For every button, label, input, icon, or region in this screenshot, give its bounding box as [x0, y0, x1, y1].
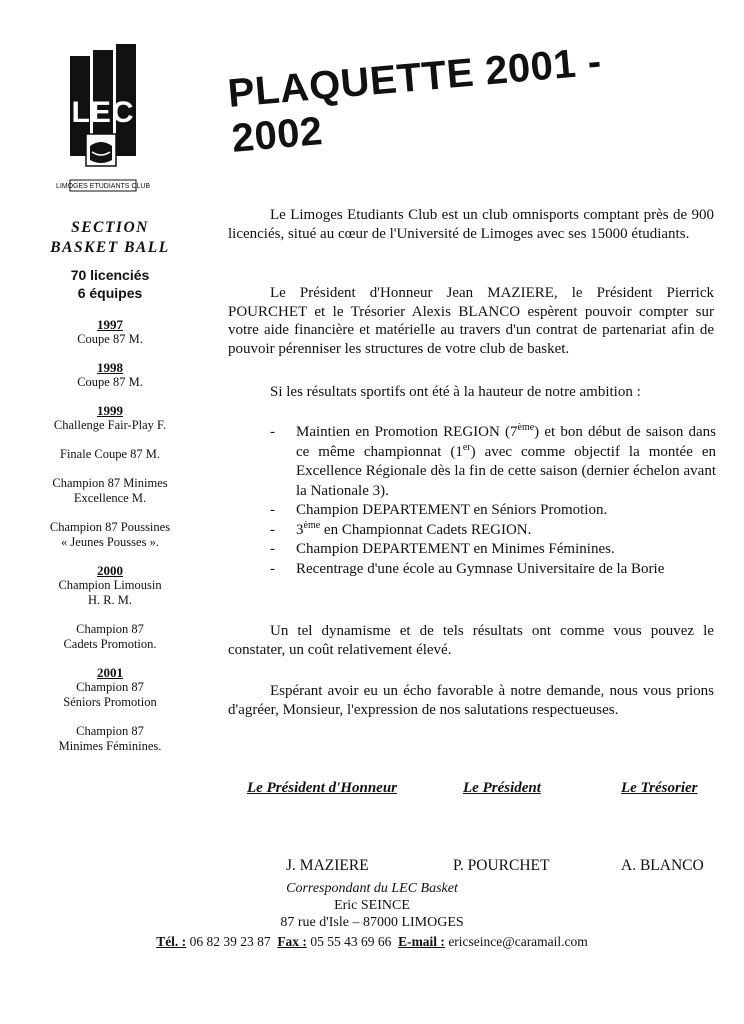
palmares-year-block — [20, 361, 200, 390]
palmares-year: 2001 — [97, 665, 123, 680]
palmares-year-block — [20, 564, 200, 652]
paragraph-intro: Le Limoges Etudiants Club est un club omnisports comptant près de 900 licenciés, situé au cœur de l'Université de Limoges avec ses 15000 étudiants. — [228, 207, 714, 242]
palmares-item: Challenge Fair-Play F. — [53, 418, 167, 432]
section-label: SECTION — [71, 219, 149, 236]
sport-label: BASKET BALL — [50, 239, 170, 256]
paragraph-cost: Un tel dynamisme et de tels résultats ont comme vous pouvez le constater, un coût relativement élevé. — [228, 623, 714, 658]
list-item: - Recentrage d'une école au Gymnase Universitaire de la Borie — [270, 560, 665, 577]
role-honorary-president: Le Président d'Honneur — [247, 780, 398, 796]
palmares-item: Champion Limousin H. R. M. — [58, 578, 162, 607]
palmares-year: 1999 — [97, 403, 123, 418]
logo-text: LEC — [71, 96, 135, 129]
list-item: - Champion DEPARTEMENT en Minimes Féminines. — [270, 541, 615, 557]
licencies-count: 70 licenciés — [70, 267, 150, 283]
name-president: P. POURCHET — [453, 857, 550, 874]
palmares-item: Coupe 87 M. — [77, 375, 143, 389]
palmares-year: 1998 — [97, 360, 123, 375]
palmares-item: Champion 87 Cadets Promotion. — [63, 622, 157, 651]
sidebar — [20, 218, 200, 754]
fax-value: 05 55 43 69 66 — [310, 934, 392, 949]
correspondent-name: Eric SEINCE — [334, 898, 410, 913]
fax-label: Fax : — [277, 934, 307, 949]
tel-label: Tél. : — [156, 934, 187, 949]
paragraph-presidents: Le Président d'Honneur Jean MAZIERE, le Président Pierrick POURCHET et le Trésorier Alexis BLANCO espèrent pouvoir compter sur votre aide financière et matérielle au travers d'un contrat de partenariat afin de pouvoir pérenniser les structures de votre club de basket. — [228, 285, 714, 357]
palmares-item: Champion 87 Minimes Excellence M. — [52, 476, 168, 505]
palmares-item: Champion 87 Poussines « Jeunes Pousses ». — [49, 520, 171, 549]
name-honorary-president: J. MAZIERE — [286, 857, 369, 874]
lec-logo — [55, 42, 151, 192]
palmares-year-block — [20, 318, 200, 347]
palmares-year: 2000 — [97, 563, 123, 578]
email-label: E-mail : — [398, 934, 445, 949]
list-item: - Maintien en Promotion REGION (7ème) et bon début de saison dans ce même championnat (1er) avec comme objectif la montée en Excellence Régionale dès la fin de cette saison (dernier échelon avant la Nationale 3). — [270, 422, 716, 499]
palmares-year-block — [20, 404, 200, 550]
palmares-list — [20, 318, 200, 754]
email-value[interactable]: ericseince@caramail.com — [448, 934, 588, 949]
page-title: PLAQUETTE 2001 - 2002 — [226, 39, 604, 161]
correspondent-block — [0, 880, 744, 931]
palmares-item: Champion 87 Minimes Féminines. — [58, 724, 162, 753]
list-item: - Champion DEPARTEMENT en Séniors Promotion. — [270, 502, 608, 518]
tel-value: 06 82 39 23 87 — [189, 934, 271, 949]
list-item: - 3ème en Championnat Cadets REGION. — [270, 519, 532, 538]
palmares-year-block — [20, 666, 200, 754]
correspondent-address: 87 rue d'Isle – 87000 LIMOGES — [280, 915, 464, 930]
palmares-item: Coupe 87 M. — [77, 332, 143, 346]
paragraph-closing: Espérant avoir eu un écho favorable à notre demande, nous vous prions d'agréer, Monsieur, l'expression de nos salutations respectueuses. — [228, 683, 714, 718]
palmares-item: Finale Coupe 87 M. — [60, 447, 160, 461]
name-treasurer: A. BLANCO — [621, 857, 704, 874]
paragraph-results-intro: Si les résultats sportifs ont été à la hauteur de notre ambition : — [270, 384, 641, 400]
palmares-year: 1997 — [97, 317, 123, 332]
contact-line — [0, 933, 744, 950]
role-president: Le Président — [463, 780, 541, 796]
correspondent-title: Correspondant du LEC Basket — [286, 881, 458, 896]
equipes-count: 6 équipes — [77, 285, 143, 301]
logo-caption: LIMOGES ETUDIANTS CLUB — [55, 183, 151, 190]
palmares-item: Champion 87 Séniors Promotion — [63, 680, 157, 709]
role-treasurer: Le Trésorier — [621, 780, 698, 796]
results-list — [270, 423, 716, 579]
